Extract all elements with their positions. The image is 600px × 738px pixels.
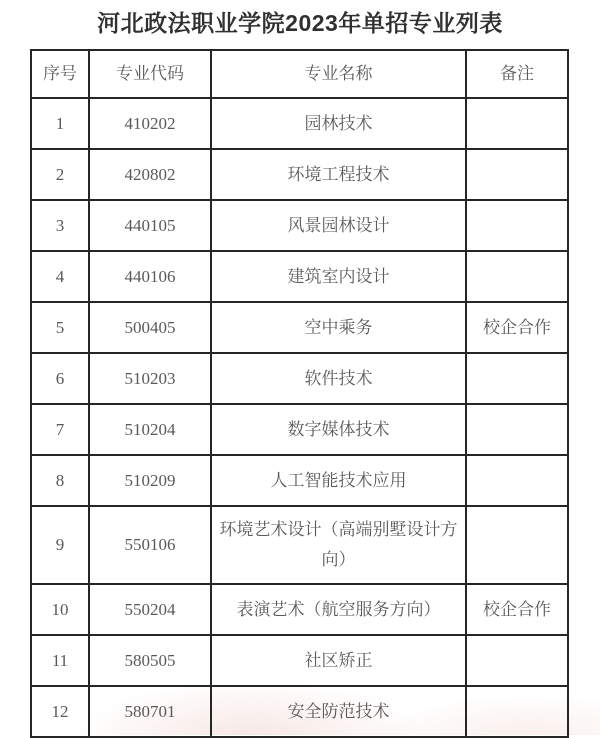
table-row: [31, 200, 568, 251]
table-row: [31, 635, 568, 686]
table-row: [31, 251, 568, 302]
cell-serial-no: 7: [31, 404, 89, 455]
cell-major-code: 510209: [89, 455, 211, 506]
cell-serial-no: 12: [31, 686, 89, 737]
cell-note: 校企合作: [466, 302, 568, 353]
cell-serial-no: 5: [31, 302, 89, 353]
cell-major-code: 500405: [89, 302, 211, 353]
cell-major-code: 510203: [89, 353, 211, 404]
cell-major-code: 550106: [89, 506, 211, 584]
cell-major-code: 580701: [89, 686, 211, 737]
cell-note: 校企合作: [466, 584, 568, 635]
table-row: [31, 584, 568, 635]
header-note: 备注: [466, 50, 568, 98]
cell-major-name: 社区矫正: [211, 635, 466, 686]
cell-major-name: 安全防范技术: [211, 686, 466, 737]
table-row: [31, 149, 568, 200]
cell-major-name: 风景园林设计: [211, 200, 466, 251]
cell-serial-no: 11: [31, 635, 89, 686]
cell-serial-no: 2: [31, 149, 89, 200]
cell-major-name: 建筑室内设计: [211, 251, 466, 302]
table-row: [31, 506, 568, 584]
cell-major-code: 440105: [89, 200, 211, 251]
cell-serial-no: 10: [31, 584, 89, 635]
cell-note: [466, 506, 568, 584]
header-code: 专业代码: [89, 50, 211, 98]
cell-note: [466, 635, 568, 686]
cell-major-name: 环境艺术设计（高端别墅设计方向）: [211, 506, 466, 584]
table-row: [31, 98, 568, 149]
header-no: 序号: [31, 50, 89, 98]
cell-major-code: 550204: [89, 584, 211, 635]
cell-major-code: 510204: [89, 404, 211, 455]
table-row: [31, 404, 568, 455]
cell-note: [466, 404, 568, 455]
cell-serial-no: 6: [31, 353, 89, 404]
cell-note: [466, 251, 568, 302]
table-row: [31, 455, 568, 506]
cell-serial-no: 8: [31, 455, 89, 506]
cell-serial-no: 1: [31, 98, 89, 149]
table-header-row: [31, 50, 568, 98]
cell-note: [466, 353, 568, 404]
table-row: [31, 686, 568, 737]
cell-serial-no: 9: [31, 506, 89, 584]
cell-major-name: 环境工程技术: [211, 149, 466, 200]
cell-major-name: 人工智能技术应用: [211, 455, 466, 506]
cell-major-name: 园林技术: [211, 98, 466, 149]
cell-note: [466, 98, 568, 149]
cell-note: [466, 200, 568, 251]
cell-major-name: 软件技术: [211, 353, 466, 404]
cell-major-name: 表演艺术（航空服务方向）: [211, 584, 466, 635]
cell-serial-no: 3: [31, 200, 89, 251]
cell-major-code: 440106: [89, 251, 211, 302]
cell-major-code: 420802: [89, 149, 211, 200]
cell-note: [466, 455, 568, 506]
cell-serial-no: 4: [31, 251, 89, 302]
cell-major-code: 580505: [89, 635, 211, 686]
table-row: [31, 353, 568, 404]
header-name: 专业名称: [211, 50, 466, 98]
cell-note: [466, 149, 568, 200]
cell-major-name: 数字媒体技术: [211, 404, 466, 455]
cell-major-code: 410202: [89, 98, 211, 149]
cell-major-name: 空中乘务: [211, 302, 466, 353]
page-title: 河北政法职业学院2023年单招专业列表: [97, 10, 503, 36]
table-row: [31, 302, 568, 353]
majors-table: [30, 49, 569, 738]
cell-note: [466, 686, 568, 737]
